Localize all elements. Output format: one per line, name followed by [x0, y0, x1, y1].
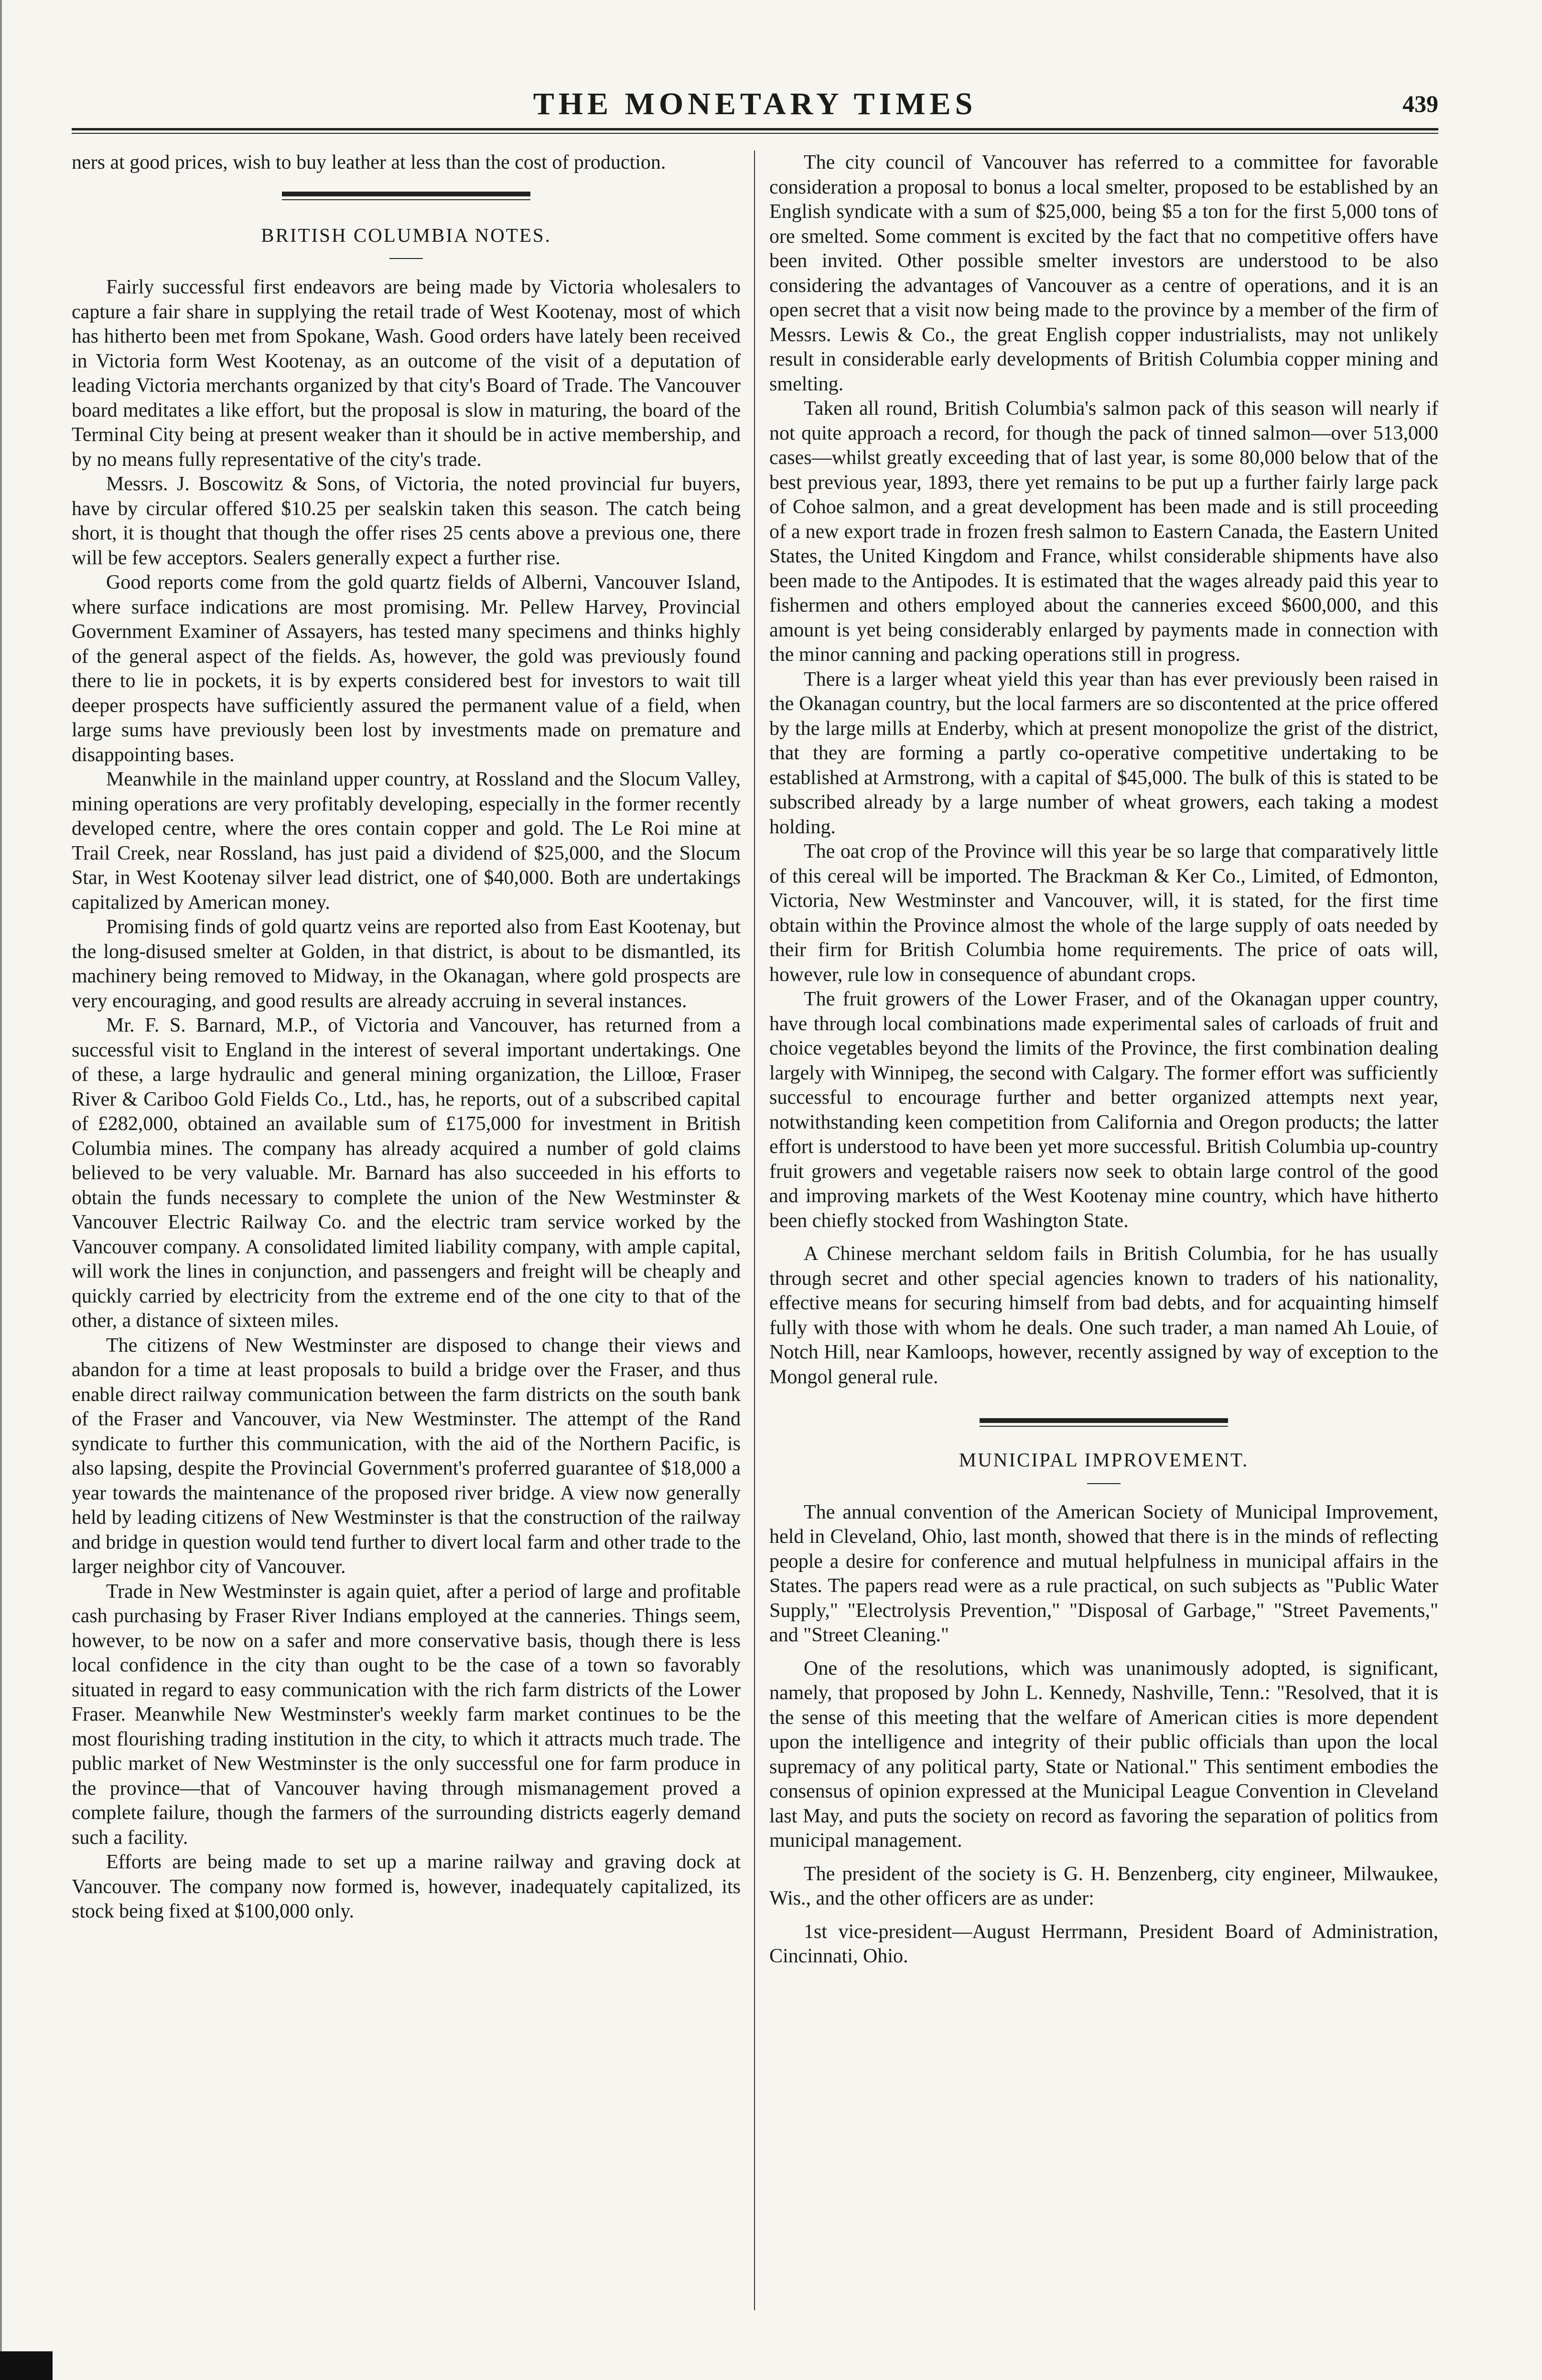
- article-paragraph: Promising finds of gold quartz veins are reported also from East Kootenay, but the long-disused smelter at Golden, in that district, is about to be dismantled, its machinery being removed to Midway, in the Okanagan, where gold prospects are very encouraging, and good results are already accruing in several instances.: [72, 916, 741, 1012]
- officer-listing: 1st vice-president—August Herrmann, President Board of Administration, Cincinnati, Ohio.: [769, 1920, 1438, 1967]
- continued-text: ners at good prices, wish to buy leather at less than the cost of production.: [72, 151, 666, 173]
- heading-underline: [389, 258, 423, 259]
- column-divider: [754, 151, 755, 2310]
- article-paragraph: Trade in New Westminster is again quiet, after a period of large and profitable cash purchasing by Fraser River Indians employed at the canneries. Things seem, however, to be now on a safer and more conservative basis, though there is less local confidence in the city than ought to be the case of a town so favorably situated in regard to easy communication with the rich farm districts of the Lower Fraser. Meanwhile New Westminster's weekly farm market continues to be the most flourishing trading institution in the city, to which it attracts much trade. The public market of New Westminster is the only successful one for farm produce in the province—that of Vancouver having through mismanagement proved a complete failure, though the farmers of the surrounding districts eagerly demand such a facility.: [72, 1580, 741, 1849]
- page-corner-shadow: [0, 2351, 53, 2380]
- section-heading-british-columbia: BRITISH COLUMBIA NOTES.: [261, 224, 551, 246]
- article-paragraph: Efforts are being made to set up a marine railway and graving dock at Vancouver. The company now formed is, however, inadequately capitalized, its stock being fixed at $100,000 only.: [72, 1851, 741, 1922]
- left-column: [72, 151, 741, 2320]
- article-paragraph: The city council of Vancouver has referred to a committee for favorable consideration a proposal to bonus a local smelter, proposed to be established by an English syndicate with a sum of $25,000, being $5 a ton for the first 5,000 tons of ore smelted. Some comment is excited by the fact that no competitive offers have been invited. Other possible smelter investors are understood to be also considering the advantages of Vancouver as a centre of operations, and it is an open secret that a visit now being made to the province by a member of the firm of Messrs. Lewis & Co., the great English copper industrialists, may not unlikely result in considerable early developments of British Columbia copper mining and smelting.: [769, 151, 1438, 395]
- article-paragraph: There is a larger wheat yield this year than has ever previously been raised in the Okanagan country, but the local farmers are so discontented at the price offered by the large mills at Enderby, which at present monopolize the grist of the district, that they are forming a partly co-operative competitive undertaking to be established at Armstrong, with a capital of $45,000. The bulk of this is stated to be subscribed already by a large number of wheat growers, each taking a modest holding.: [769, 668, 1438, 838]
- header-rule-thin: [72, 133, 1438, 134]
- article-paragraph: A Chinese merchant seldom fails in British Columbia, for he has usually through secret and other special agencies known to traders of his nationality, effective means for securing himself from bad debts, and for acquainting himself fully with those with whom he deals. One such trader, a man named Ah Louie, of Notch Hill, near Kamloops, however, recently assigned by way of exception to the Mongol general rule.: [769, 1243, 1438, 1388]
- page-number: 439: [1402, 90, 1438, 117]
- section-heading-municipal-improvement: MUNICIPAL IMPROVEMENT.: [959, 1449, 1249, 1471]
- page-left-edge: [0, 0, 2, 2380]
- article-paragraph: Taken all round, British Columbia's salmon pack of this season will nearly if not quite approach a record, for though the pack of tinned salmon—over 513,000 cases—whilst greatly exceeding that of last year, is some 80,000 below that of the best previous year, 1893, there yet remains to be put up a further fairly large pack of Cohoe salmon, and a great development has been made and is still proceeding of a new export trade in frozen fresh salmon to Eastern Canada, the Eastern United States, the United Kingdom and France, whilst considerable shipments have also been made to the Antipodes. It is estimated that the wages already paid this year to fishermen and others employed about the canneries exceed $600,000, and this amount is yet being considerably enlarged by payments made in connection with the minor canning and packing operations still in progress.: [769, 398, 1438, 666]
- article-paragraph: The citizens of New Westminster are disposed to change their views and abandon for a time at least proposals to build a bridge over the Fraser, and thus enable direct railway communication between the farm districts on the south bank of the Fraser and Vancouver, via New Westminster. The attempt of the Rand syndicate to further this communication, with the aid of the Northern Pacific, is also lapsing, despite the Provincial Government's proferred guarantee of $18,000 a year towards the maintenance of the proposed river bridge. A view now generally held by leading citizens of New Westminster is that the construction of the railway and bridge in question would tend further to divert local farm and other trade to the larger neighbor city of Vancouver.: [72, 1334, 741, 1578]
- right-column: [769, 151, 1438, 2320]
- paragraph-gap: [769, 1233, 1438, 1242]
- paragraph-gap: [769, 1648, 1438, 1657]
- article-paragraph: The president of the society is G. H. Benzenberg, city engineer, Milwaukee, Wis., and the other officers are as under:: [769, 1863, 1438, 1909]
- header-rule: [72, 128, 1438, 130]
- article-paragraph: Meanwhile in the mainland upper country, at Rossland and the Slocum Valley, mining operations are very profitably developing, especially in the former recently developed centre, where the ores contain copper and gold. The Le Roi mine at Trail Creek, near Rossland, has just paid a dividend of $25,000, and the Slocum Star, in West Kootenay silver lead district, one of $40,000. Both are undertakings capitalized by American money.: [72, 768, 741, 914]
- article-paragraph: Fairly successful first endeavors are being made by Victoria wholesalers to capture a fair share in supplying the retail trade of West Kootenay, most of which has hitherto been met from Spokane, Wash. Good orders have lately been received in Victoria form West Kootenay, as an outcome of the visit of a deputation of leading Victoria merchants organized by that city's Board of Trade. The Vancouver board meditates a like effort, but the proposal is slow in maturing, the board of the Terminal City being at present weaker than it should be in active membership, and by no means fully representative of the city's trade.: [72, 276, 741, 471]
- section-separator-thin: [980, 1426, 1228, 1427]
- article-paragraph: The annual convention of the American Society of Municipal Improvement, held in Cleveland, Ohio, last month, showed that there is in the minds of reflecting people a desire for conference and mutual helpfulness in municipal affairs in the States. The papers read were as a rule practical, on such subjects as "Public Water Supply," "Electrolysis Prevention," "Disposal of Garbage," "Street Pavements," and "Street Cleaning.": [769, 1501, 1438, 1646]
- section-separator: [980, 1418, 1228, 1423]
- heading-underline: [1087, 1483, 1121, 1484]
- article-paragraph: One of the resolutions, which was unanimously adopted, is significant, namely, that proposed by John L. Kennedy, Nashville, Tenn.: "Resolved, that it is the sense of this meeting that the welfare of American cities is more dependent upon the intelligence and integrity of their public officials than upon the local supremacy of any political party, State or National." This sentiment embodies the consensus of opinion expressed at the Municipal League Convention in Cleveland last May, and puts the society on record as favoring the separation of politics from municipal management.: [769, 1657, 1438, 1852]
- section-separator: [282, 192, 530, 196]
- article-paragraph: Mr. F. S. Barnard, M.P., of Victoria and Vancouver, has returned from a successful visit to England in the interest of several important undertakings. One of these, a large hydraulic and general mining organization, the Lilloœ, Fraser River & Cariboo Gold Fields Co., Ltd., has, he reports, out of a subscribed capital of £282,000, obtained an available sum of £175,000 for investment in British Columbia mines. The company has already acquired a number of gold claims believed to be very valuable. Mr. Barnard has also succeeded in his efforts to obtain the funds necessary to complete the union of the New Westminster & Vancouver Electric Railway Co. and the electric tram service worked by the Vancouver company. A consolidated limited liability company, with ample capital, will work the lines in conjunction, and passengers and freight will be cheaply and quickly carried by electricity from the extreme end of the one city to that of the other, a distance of sixteen miles.: [72, 1014, 741, 1332]
- article-paragraph: The oat crop of the Province will this year be so large that comparatively little of this cereal will be imported. The Brackman & Ker Co., Limited, of Edmonton, Victoria, New Westminster and Vancouver, will, it is stated, for the first time obtain within the Province almost the whole of the large supply of oats needed by their firm for British Columbia home requirements. The price of oats will, however, rule low in consequence of abundant crops.: [769, 840, 1438, 986]
- article-paragraph: The fruit growers of the Lower Fraser, and of the Okanagan upper country, have through local combinations made experimental sales of carloads of fruit and choice vegetables beyond the limits of the Province, the first combination dealing largely with Winnipeg, the second with Calgary. The former effort was sufficiently successful to encourage further and better organized attempts next year, notwithstanding keen competition from California and Oregon products; the latter effort is understood to have been yet more successful. British Columbia up-country fruit growers and vegetable raisers now seek to obtain large control of the good and improving markets of the West Kootenay mine country, which have hitherto been chiefly stocked from Washington State.: [769, 988, 1438, 1232]
- masthead-title: THE MONETARY TIMES: [533, 86, 977, 121]
- article-paragraph: Messrs. J. Boscowitz & Sons, of Victoria, the noted provincial fur buyers, have by circular offered $10.25 per sealskin taken this season. The catch being short, it is thought that though the offer rises 25 cents above a previous one, there will be few acceptors. Sealers generally expect a further rise.: [72, 473, 741, 569]
- paragraph-gap: [769, 1911, 1438, 1920]
- page-header: [72, 86, 1438, 129]
- section-separator-thin: [282, 199, 530, 200]
- article-paragraph: Good reports come from the gold quartz fields of Alberni, Vancouver Island, where surface indications are most promising. Mr. Pellew Harvey, Provincial Government Examiner of Assayers, has tested many specimens and thinks highly of the general aspect of the fields. As, however, the gold was previously found there to lie in pockets, it is by experts considered best for investors to wait till deeper prospects have sufficiently assured the permanent value of a field, when large sums have previously been lost by investments made on premature and disappointing bases.: [72, 571, 741, 766]
- paragraph-gap: [769, 1853, 1438, 1862]
